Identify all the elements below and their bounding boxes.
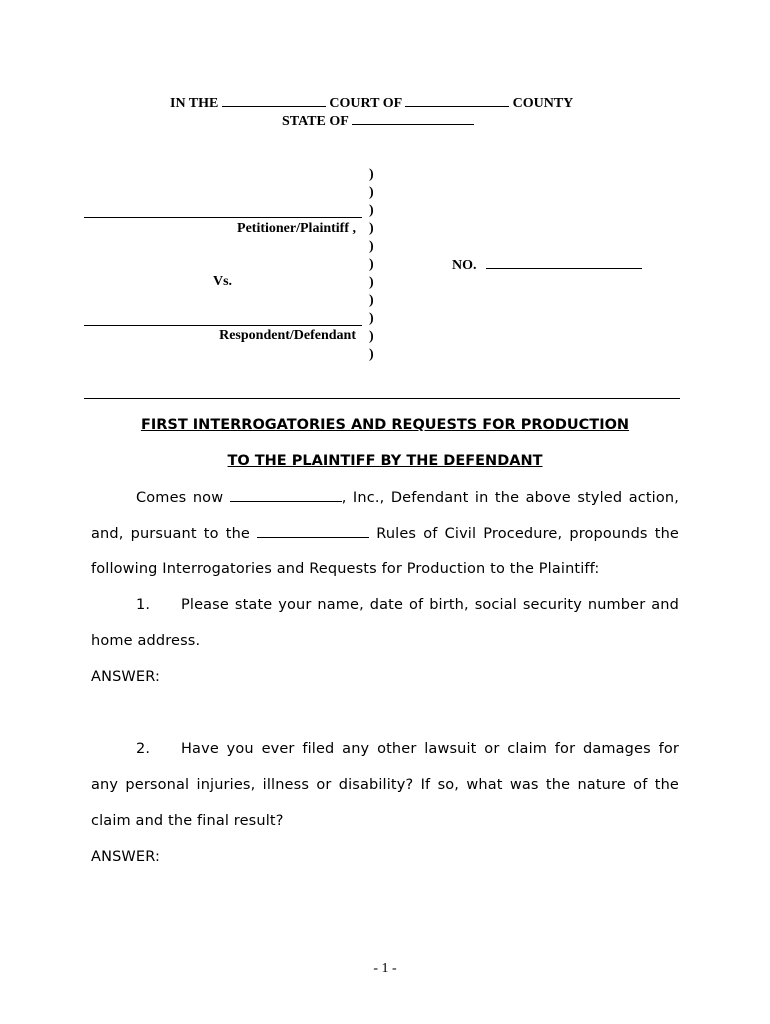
interrogatory-2-number: 2. <box>136 741 151 757</box>
intro-defendant-text: , Inc., Defendant in the above styled action, <box>341 490 679 506</box>
intro-pursuant: and, pursuant to the <box>91 526 250 542</box>
caption-paren: ) <box>369 239 374 254</box>
interrogatory-2-line-1: Have you ever filed any other lawsuit or claim for damages for <box>181 741 679 757</box>
document-title-line-2: TO THE PLAINTIFF BY THE DEFENDANT <box>227 453 543 469</box>
plaintiff-label: Petitioner/Plaintiff , <box>237 221 356 236</box>
caption-paren: ) <box>369 257 374 272</box>
interrogatory-2-answer-label: ANSWER: <box>91 849 161 865</box>
county-name-blank[interactable] <box>405 94 509 107</box>
page-number: - 1 - <box>373 961 397 976</box>
caption-paren: ) <box>369 347 374 362</box>
document-title-line-1: FIRST INTERROGATORIES AND REQUESTS FOR PRODUCTION <box>140 417 630 433</box>
case-number-label: NO. <box>452 258 477 273</box>
interrogatory-1-line-1: Please state your name, date of birth, social security number and <box>181 597 679 613</box>
case-number-field <box>452 256 642 274</box>
court-header-line-2 <box>282 112 474 130</box>
state-of-label: STATE OF <box>282 114 349 129</box>
caption-paren: ) <box>369 221 374 236</box>
defendant-label: Respondent/Defendant <box>219 328 356 343</box>
court-of-label: COURT OF <box>329 96 402 111</box>
case-number-blank[interactable] <box>486 256 642 269</box>
county-label: COUNTY <box>512 96 574 111</box>
interrogatory-2-line-3: claim and the final result? <box>91 813 284 829</box>
intro-line-2 <box>91 525 679 542</box>
interrogatory-1-number: 1. <box>136 597 151 613</box>
court-in-the-label: IN THE <box>170 96 219 111</box>
caption-divider <box>84 398 680 399</box>
versus-label: Vs. <box>213 274 233 289</box>
caption-paren: ) <box>369 293 374 308</box>
intro-rules-text: Rules of Civil Procedure, propounds the <box>376 526 679 542</box>
plaintiff-name-line[interactable] <box>84 217 362 218</box>
caption-paren: ) <box>369 311 374 326</box>
caption-paren: ) <box>369 185 374 200</box>
jurisdiction-rules-blank[interactable] <box>257 525 369 538</box>
intro-line-1 <box>136 489 679 506</box>
interrogatory-1-answer-label: ANSWER: <box>91 669 161 685</box>
defendant-company-blank[interactable] <box>230 489 342 502</box>
court-name-blank[interactable] <box>222 94 326 107</box>
state-name-blank[interactable] <box>352 112 474 125</box>
caption-paren: ) <box>369 167 374 182</box>
intro-line-3: following Interrogatories and Requests for Production to the Plaintiff: <box>91 561 600 577</box>
caption-paren: ) <box>369 329 374 344</box>
interrogatory-1-line-2: home address. <box>91 633 201 649</box>
defendant-name-line[interactable] <box>84 325 362 326</box>
caption-paren: ) <box>369 275 374 290</box>
intro-comes-now: Comes now <box>136 490 224 506</box>
court-header-line-1 <box>170 94 573 112</box>
interrogatory-2-line-2: any personal injuries, illness or disability? If so, what was the nature of the <box>91 777 679 793</box>
caption-paren: ) <box>369 203 374 218</box>
